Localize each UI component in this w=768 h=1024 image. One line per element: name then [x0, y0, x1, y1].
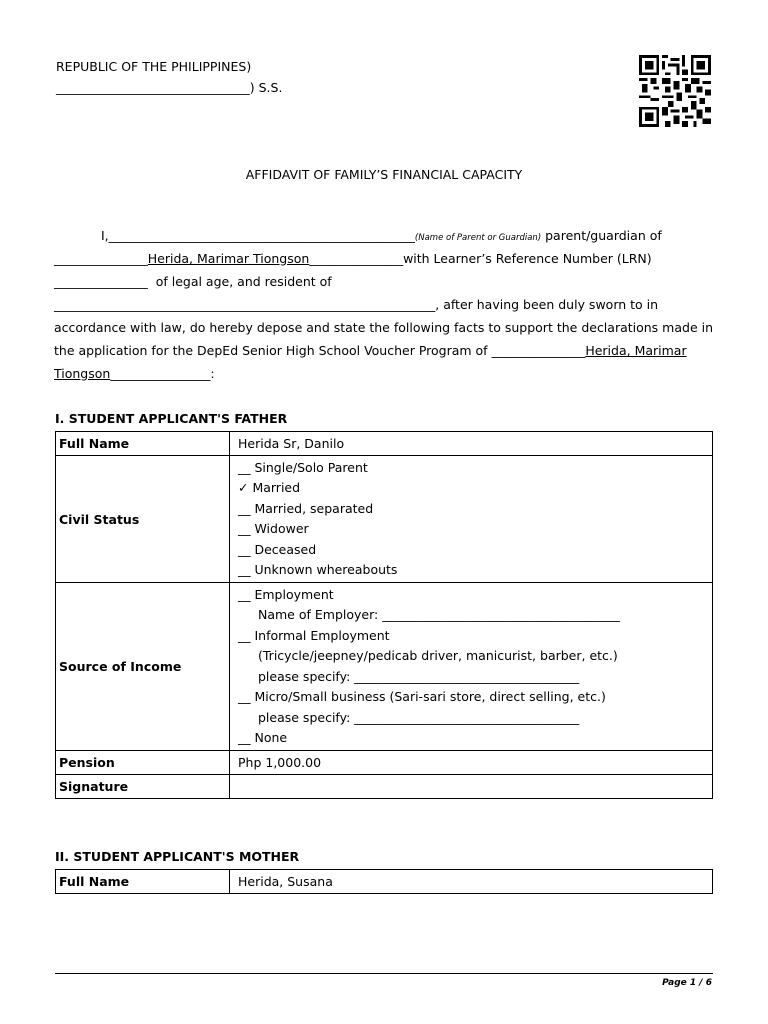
- intro-line-6: [54, 343, 687, 358]
- income-line: Name of Employer: ______________________________________: [258, 607, 620, 622]
- father-signature-label: Signature: [56, 775, 230, 799]
- parent-name-hint: (Name of Parent or Guardian): [414, 233, 542, 243]
- colon: :: [210, 366, 215, 381]
- father-table: [55, 431, 713, 799]
- income-line: __ Employment: [238, 586, 334, 602]
- intro-line-4: [54, 297, 658, 312]
- intro-line-3: [54, 274, 332, 289]
- mother-full-name: Herida, Susana: [230, 870, 713, 894]
- table-row: [56, 432, 713, 456]
- civil-status-option: ✓ Married: [238, 480, 301, 495]
- affidavit-intro: [54, 228, 714, 388]
- father-pension: Php 1,000.00: [230, 751, 713, 775]
- program-blank: _______________: [491, 343, 586, 358]
- table-row: [56, 583, 713, 751]
- father-section-heading: I. STUDENT APPLICANT'S FATHER: [55, 411, 288, 426]
- father-signature: [230, 775, 713, 799]
- civil-status-option: __ Single/Solo Parent: [238, 459, 368, 475]
- income-line: (Tricycle/jeepney/pedicab driver, manicurist, barber, etc.): [258, 648, 618, 663]
- table-row: [56, 775, 713, 799]
- income-line: __ None: [238, 730, 288, 745]
- intro-line-1: [101, 228, 662, 243]
- parent-guardian-text: parent/guardian of: [545, 228, 662, 243]
- civil-status-option: __ Unknown whereabouts: [238, 562, 398, 577]
- document-title: AFFIDAVIT OF FAMILY’S FINANCIAL CAPACITY: [245, 167, 523, 182]
- header-ss-line: _______________________________) S.S.: [56, 80, 283, 95]
- father-income-options: [230, 583, 713, 751]
- sworn-text: , after having been duly sworn to in: [435, 297, 659, 312]
- legal-age-text: of legal age, and resident of: [155, 274, 332, 289]
- lrn-blank: _______________: [54, 274, 148, 289]
- footer-divider: [55, 973, 713, 974]
- program-learner-name-a: Herida, Marimar: [585, 343, 687, 358]
- income-line: please specify: ____________________________________: [258, 668, 580, 684]
- father-full-name-label: Full Name: [56, 432, 230, 456]
- table-row: [56, 456, 713, 583]
- income-line: please specify: ____________________________________: [258, 709, 580, 725]
- page-number: Page 1 / 6: [662, 978, 712, 988]
- father-full-name: Herida Sr, Danilo: [230, 432, 713, 456]
- civil-status-option: __ Deceased: [238, 541, 317, 557]
- father-pension-label: Pension: [56, 751, 230, 775]
- learner-blank-a: _______________: [54, 251, 148, 266]
- mother-full-name-label: Full Name: [56, 870, 230, 894]
- table-row: [56, 751, 713, 775]
- intro-line-5: accordance with law, do hereby depose and state the following facts to support the declarations made in: [54, 320, 714, 335]
- father-income-label: Source of Income: [56, 583, 230, 751]
- learner-name: Herida, Marimar Tiongson: [147, 251, 310, 266]
- mother-section-heading: II. STUDENT APPLICANT'S MOTHER: [55, 849, 300, 864]
- learner-blank-b: _______________: [309, 251, 404, 266]
- civil-status-option: __ Widower: [238, 521, 309, 536]
- table-row: [56, 870, 713, 894]
- income-line: __ Informal Employment: [238, 627, 390, 643]
- header-republic: REPUBLIC OF THE PHILIPPINES): [56, 59, 252, 74]
- intro-line-2: [54, 251, 652, 266]
- lrn-text: with Learner’s Reference Number (LRN): [403, 251, 652, 266]
- intro-line-7: [54, 366, 215, 381]
- parent-name-blank: I,_________________________________________________: [101, 228, 415, 243]
- program-blank-b: ________________: [110, 366, 211, 381]
- mother-table: [55, 869, 713, 894]
- father-civil-status-label: Civil Status: [56, 456, 230, 583]
- father-civil-status-options: [230, 456, 713, 583]
- residence-blank: _____________________________________________________________: [54, 297, 436, 312]
- program-learner-name-b: Tiongson: [54, 366, 111, 381]
- civil-status-option: __ Married, separated: [238, 500, 374, 516]
- income-line: __ Micro/Small business (Sari-sari store, direct selling, etc.): [238, 689, 606, 704]
- qr-code-icon: [638, 55, 712, 127]
- program-text: the application for the DepEd Senior High School Voucher Program of: [54, 343, 488, 358]
